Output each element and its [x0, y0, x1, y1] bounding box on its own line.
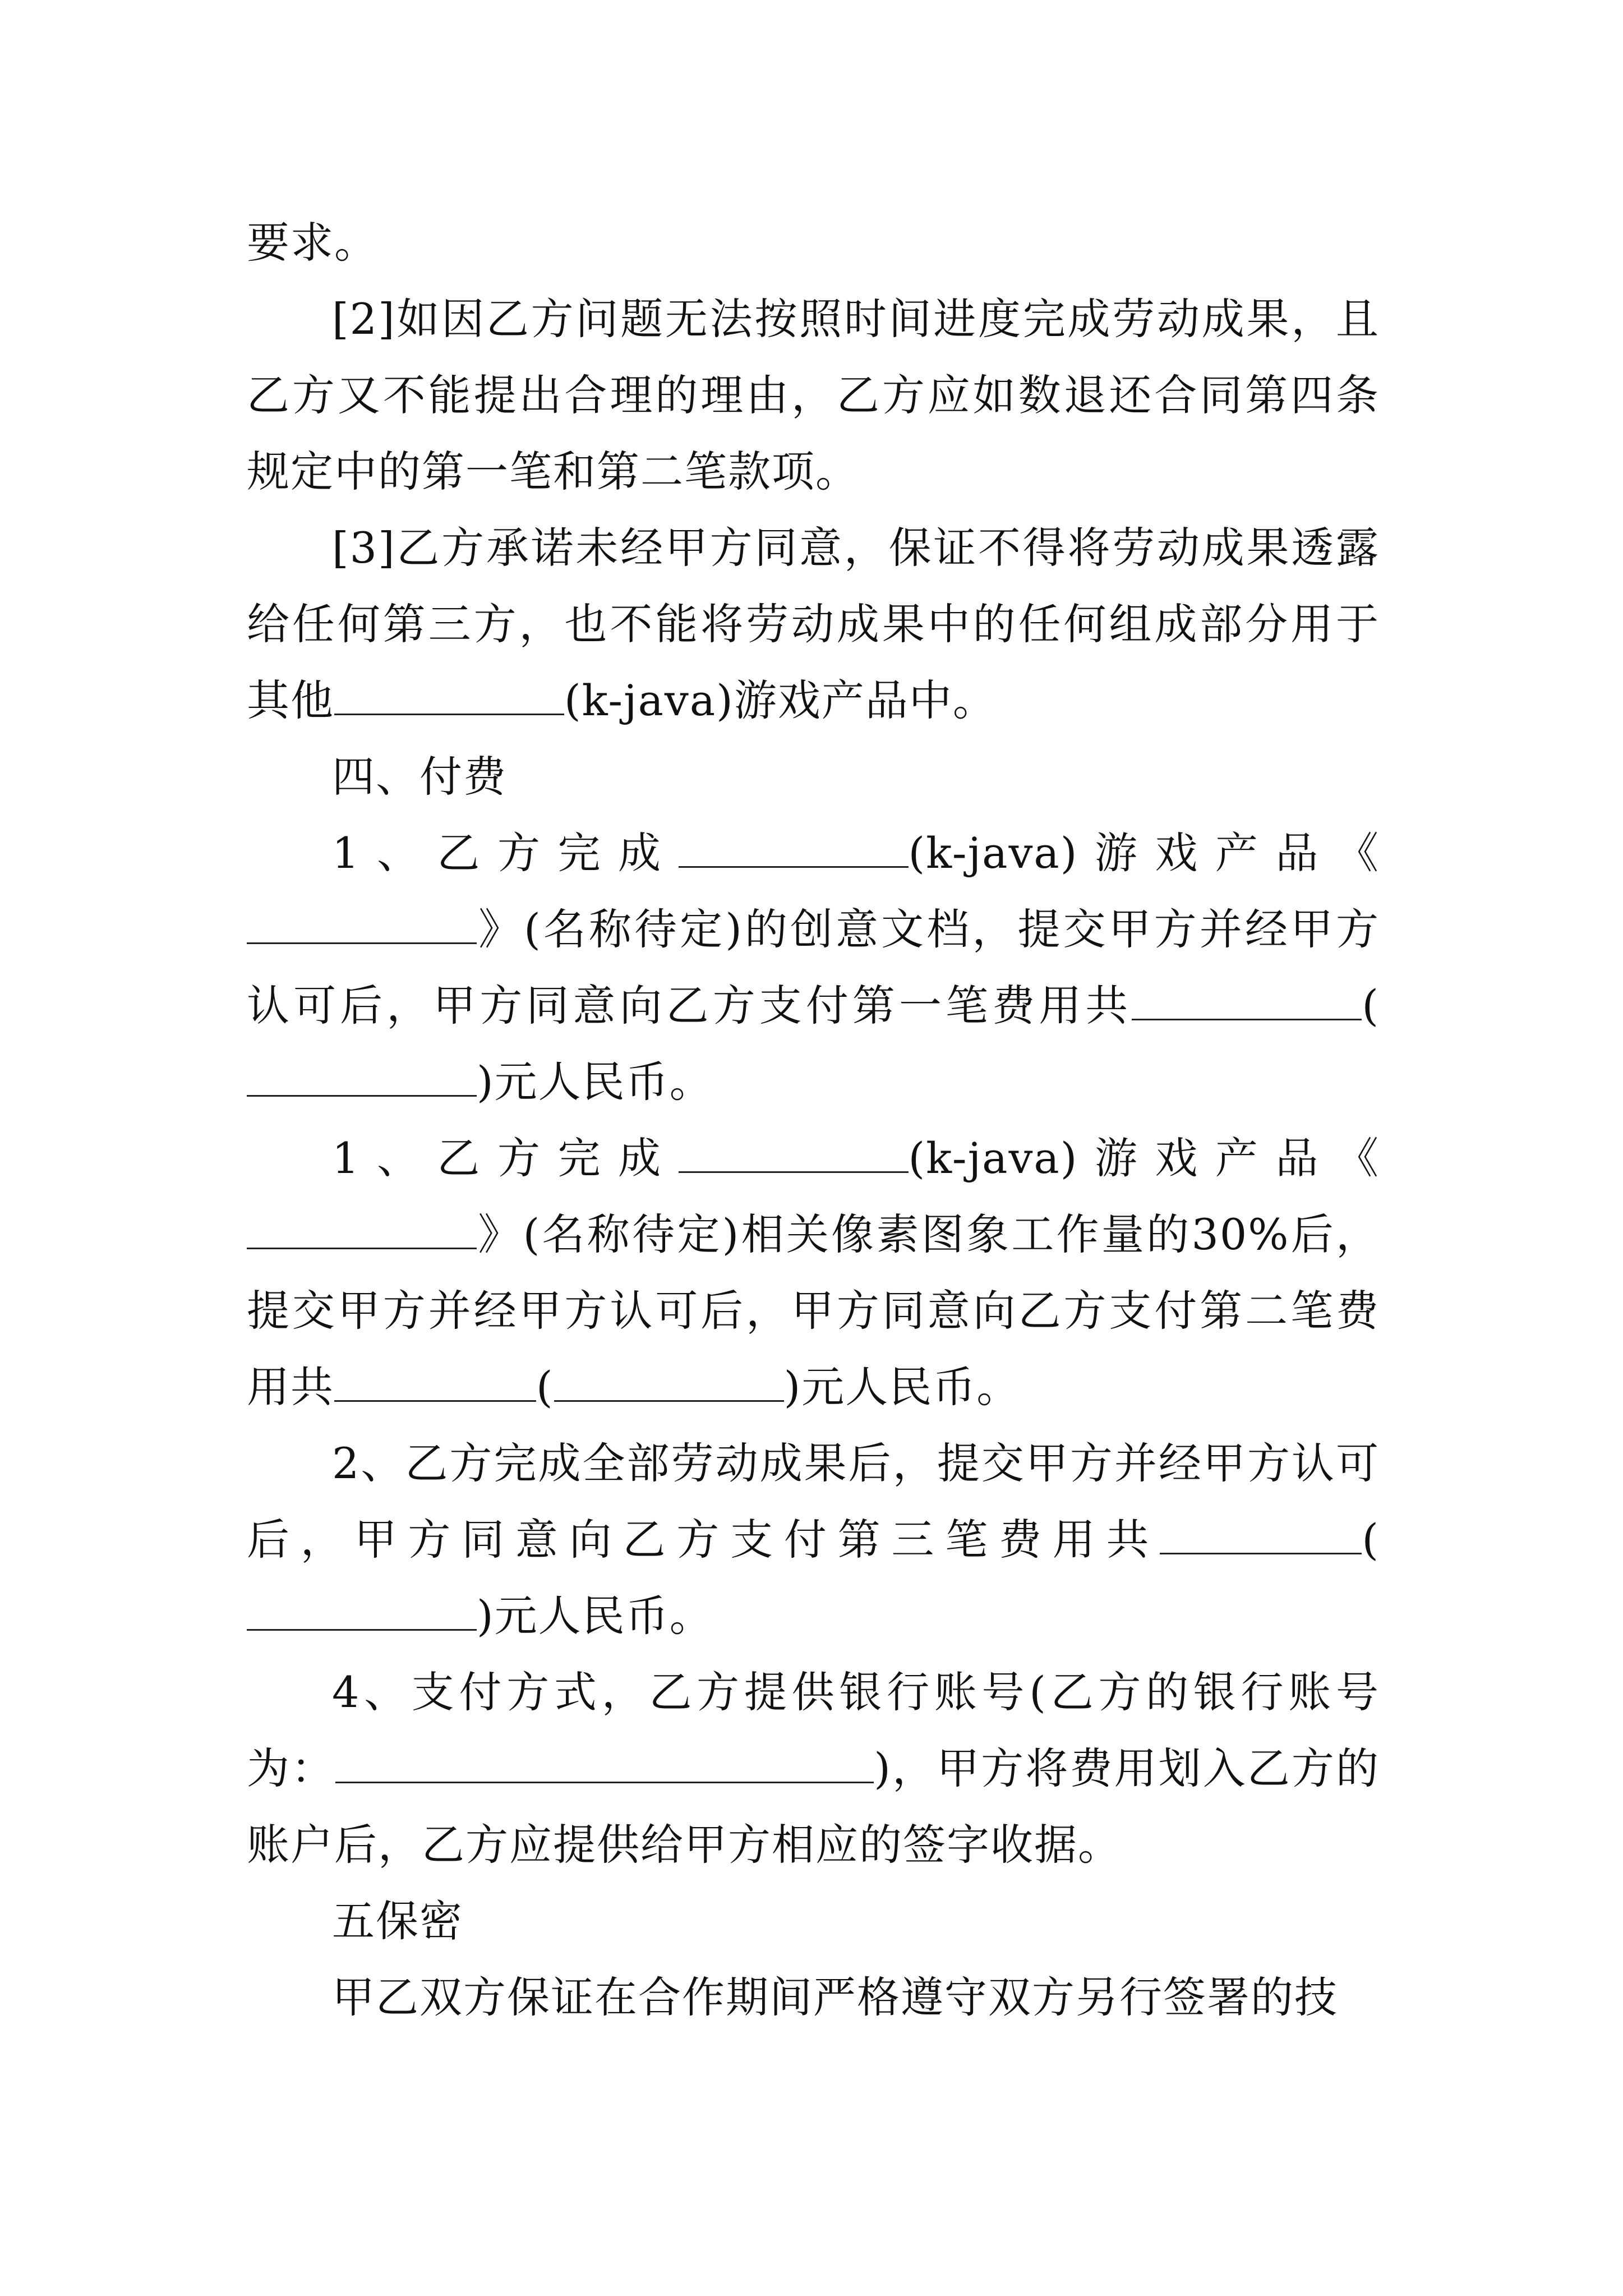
text-line: 1、乙方完成 — [332, 1133, 679, 1183]
payment-item-1b-paragraph — [247, 1120, 1380, 1425]
text-line: )元人民币。 — [783, 1362, 1021, 1412]
text-line: )，甲方将费用划入乙方的账户后，乙方应提供给甲方相应的签字收据。 — [247, 1743, 1380, 1870]
blank-field — [679, 1134, 909, 1173]
section-heading-confidentiality — [247, 1883, 1380, 1959]
text-line: 》(名称待定)的创意文档，提交甲方并经甲方认可后，甲方同意向乙方支付第一笔费用共 — [247, 904, 1380, 1030]
section-heading-payment — [247, 739, 1380, 815]
blank-field — [247, 1058, 477, 1097]
text-line: (k-java)游戏产品《 — [908, 828, 1380, 878]
text-line: ( — [1362, 1515, 1380, 1565]
payment-item-1-paragraph — [247, 815, 1380, 1120]
clause-2-paragraph — [247, 281, 1380, 510]
blank-field — [1160, 1516, 1362, 1554]
text-line: )元人民币。 — [477, 1591, 713, 1641]
blank-field — [334, 677, 564, 715]
text-line: 2、乙方完成全部劳动成果后，提交甲方并经甲方认可后，甲方同意向乙方支付第三笔费用共 — [247, 1438, 1380, 1565]
text-line: ( — [1362, 981, 1380, 1030]
paragraph-continuation — [247, 205, 1380, 281]
text-line: 要求。 — [247, 218, 378, 268]
text-line: ( — [536, 1362, 554, 1412]
clause-3-paragraph — [247, 510, 1380, 739]
bank-account-blank — [335, 1745, 874, 1783]
blank-field — [247, 1592, 477, 1631]
text-line: 甲乙双方保证在合作期间严格遵守双方另行签署的技 — [332, 1972, 1338, 2022]
text-line: [2]如因乙方问题无法按照时间进度完成劳动成果，且乙方又不能提出合理的理由，乙方应如数退还合同第四条规定中的第一笔和第二笔款项。 — [247, 294, 1380, 496]
blank-field — [554, 1363, 784, 1402]
blank-field — [679, 829, 909, 868]
text-line: )元人民币。 — [477, 1057, 713, 1107]
text-line: 4、支付方式，乙方提供银行账号(乙方的银行账号为： — [247, 1667, 1380, 1793]
document-body — [247, 205, 1380, 2036]
text-line: (k-java)游戏产品中。 — [564, 675, 997, 725]
blank-field — [247, 905, 477, 944]
text-line: [3]乙方承诺未经甲方同意，保证不得将劳动成果透露给任何第三方，也不能将劳动成果中的任何组成部分用于其他 — [247, 523, 1380, 725]
text-line: 1、乙方完成 — [332, 828, 679, 878]
blank-field — [1132, 982, 1362, 1020]
payment-item-2-paragraph — [247, 1425, 1380, 1654]
payment-method-paragraph — [247, 1654, 1380, 1883]
section-title: 五保密 — [332, 1896, 463, 1946]
text-line: (k-java)游戏产品《 — [908, 1133, 1380, 1183]
text-line: 》(名称待定)相关像素图象工作量的30%后，提交甲方并经甲方认可后，甲方同意向乙方支付第二笔费用共 — [247, 1209, 1380, 1412]
blank-field — [334, 1363, 536, 1402]
confidentiality-paragraph — [247, 1959, 1380, 2036]
blank-field — [247, 1211, 477, 1249]
section-title: 四、付费 — [332, 752, 507, 802]
